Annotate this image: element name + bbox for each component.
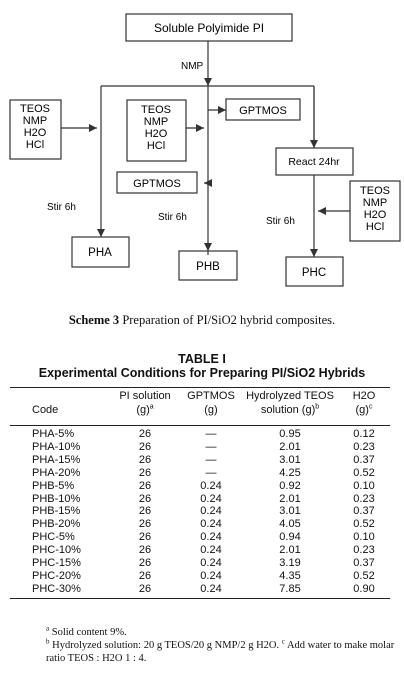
- table-cell: 4.25: [279, 466, 301, 479]
- table-cell: 0.10: [353, 531, 375, 544]
- table-cell: 2.01: [279, 441, 301, 454]
- table-cell: —: [205, 441, 217, 454]
- mid-box-line-1: TEOS: [141, 104, 171, 116]
- table-cell: 0.52: [353, 466, 375, 479]
- table-bottom-rule: [10, 598, 390, 599]
- table-cell: 26: [138, 505, 152, 518]
- header-cell: Hydrolyzed TEOS: [246, 390, 334, 402]
- table-cell: 4.05: [279, 518, 301, 531]
- table-cell: 26: [138, 518, 152, 531]
- table-row: [10, 582, 390, 595]
- header-unit: (g): [355, 404, 369, 416]
- table-cell: 2.01: [279, 492, 301, 505]
- table-cell: PHA-10%: [32, 441, 81, 454]
- scheme-caption-text: Preparation of PI/SiO2 hybrid composites.: [119, 313, 336, 327]
- right-box-line-4: HCl: [365, 221, 385, 233]
- table-cell: 0.24: [200, 479, 222, 492]
- table-row: [10, 441, 390, 454]
- table-cell: 26: [138, 466, 152, 479]
- left-box-line-4: HCl: [25, 139, 45, 151]
- footnote-c-text: Add water to make molar ratio TEOS : H2O 1 : 4.: [46, 640, 395, 664]
- table-cell: PHC-15%: [32, 556, 81, 569]
- header-cell: [10, 389, 110, 403]
- table-cell: 0.90: [353, 582, 375, 595]
- table-cell: PHB-15%: [32, 505, 81, 518]
- table-top-rule: [10, 387, 390, 388]
- table-cell: 0.24: [200, 582, 222, 595]
- header-unit: (g): [136, 404, 150, 416]
- table-cell: 0.52: [353, 569, 375, 582]
- header-cell: [338, 403, 390, 417]
- table-cell: PHB-5%: [32, 479, 75, 492]
- footnote-c-mark: c: [281, 637, 285, 646]
- table-row: [10, 544, 390, 557]
- table-cell: 26: [138, 479, 152, 492]
- table-header-rule: [10, 425, 390, 426]
- header-cell: (g): [204, 404, 218, 416]
- table-row: [10, 518, 390, 531]
- table-cell: 0.23: [353, 441, 375, 454]
- mid-box-line-2: NMP: [143, 116, 169, 128]
- table-row: [10, 569, 390, 582]
- header-cell: [110, 403, 180, 417]
- table-cell: 3.01: [279, 505, 301, 518]
- table-cell: 0.37: [353, 505, 375, 518]
- stir-label-c: Stir 6h: [266, 216, 295, 227]
- mid-box-line-4: HCl: [146, 140, 166, 152]
- table-cell: 7.85: [279, 582, 301, 595]
- footnote-mark-c: c: [368, 403, 373, 411]
- table-label: TABLE I: [178, 352, 226, 366]
- left-box-line-2: NMP: [22, 115, 48, 127]
- table-cell: 26: [138, 556, 152, 569]
- table-cell: 0.37: [353, 454, 375, 467]
- table-footnotes: [46, 626, 396, 665]
- table-cell: 26: [138, 492, 152, 505]
- table-header-row-1: [10, 389, 390, 403]
- table-cell: 0.24: [200, 531, 222, 544]
- table-cell: PHC-5%: [32, 531, 75, 544]
- table-row: [10, 467, 390, 480]
- table-body: [10, 428, 390, 595]
- table-row: [10, 505, 390, 518]
- table-cell: —: [205, 454, 217, 467]
- stir-label-a: Stir 6h: [47, 202, 76, 213]
- table-cell: 0.24: [200, 556, 222, 569]
- header-cell: Code: [32, 404, 59, 416]
- table-cell: 26: [138, 544, 152, 557]
- header-cell: H2O: [352, 390, 376, 402]
- footnote-b-text: Hydrolyzed solution: 20 g TEOS/20 g NMP/2 g H2O.: [52, 640, 280, 651]
- table-cell: —: [205, 466, 217, 479]
- table-cell: PHC-10%: [32, 544, 81, 557]
- table-cell: 4.35: [279, 569, 301, 582]
- table-row: [10, 556, 390, 569]
- mid-box-line-3: H2O: [144, 128, 168, 140]
- table-cell: PHB-20%: [32, 518, 81, 531]
- table-cell: 0.24: [200, 492, 222, 505]
- table-cell: 26: [138, 454, 152, 467]
- table-row: [10, 479, 390, 492]
- table-cell: 0.12: [353, 428, 375, 441]
- table-cell: 0.37: [353, 556, 375, 569]
- table-cell: 0.52: [353, 518, 375, 531]
- table-cell: —: [205, 428, 217, 441]
- table-cell: 0.24: [200, 518, 222, 531]
- table-header-row-2: [10, 403, 390, 417]
- table-cell: 0.24: [200, 569, 222, 582]
- table-row: [10, 531, 390, 544]
- footnote-a: [46, 626, 396, 639]
- header-cell: PI solution: [119, 390, 171, 402]
- table-cell: PHB-10%: [32, 492, 81, 505]
- table-cell: 26: [138, 569, 152, 582]
- header-cell: [242, 403, 338, 417]
- table-cell: PHC-20%: [32, 569, 81, 582]
- table-cell: 2.01: [279, 544, 301, 557]
- top-box-label: Soluble Polyimide PI: [153, 21, 265, 35]
- table-cell: 0.10: [353, 479, 375, 492]
- left-box-line-1: TEOS: [20, 103, 50, 115]
- mid-gptmos-label: GPTMOS: [133, 178, 181, 190]
- table-cell: PHC-30%: [32, 582, 81, 595]
- table-row: [10, 428, 390, 441]
- nmp-label: NMP: [181, 61, 204, 72]
- table-cell: PHA-20%: [32, 466, 81, 479]
- table-cell: 26: [138, 441, 152, 454]
- react-label: React 24hr: [288, 156, 340, 168]
- left-box-line-3: H2O: [23, 127, 47, 139]
- footnote-mark-b: b: [315, 403, 320, 411]
- stir-label-b: Stir 6h: [158, 212, 187, 223]
- table-cell: 3.01: [279, 454, 301, 467]
- right-gptmos-label: GPTMOS: [239, 105, 287, 117]
- table-header: [10, 389, 390, 417]
- table-cell: 26: [138, 428, 152, 441]
- product-label-phc: PHC: [301, 267, 327, 279]
- table-title: Experimental Conditions for Preparing PI/SiO2 Hybrids: [38, 366, 366, 380]
- table-cell: 0.23: [353, 492, 375, 505]
- preparation-scheme-diagram: [0, 0, 404, 300]
- table-cell: 26: [138, 531, 152, 544]
- table-row: [10, 492, 390, 505]
- table-cell: PHA-15%: [32, 454, 81, 467]
- right-box-line-3: H2O: [363, 209, 387, 221]
- table-cell: 26: [138, 582, 152, 595]
- table-cell: 0.23: [353, 544, 375, 557]
- product-label-phb: PHB: [196, 261, 220, 273]
- table-cell: 0.92: [279, 479, 301, 492]
- scheme-caption: [0, 313, 404, 328]
- table-cell: 0.24: [200, 505, 222, 518]
- header-cell: GPTMOS: [187, 390, 235, 402]
- table-cell: PHA-5%: [32, 428, 75, 441]
- right-box-line-1: TEOS: [360, 185, 390, 197]
- footnote-mark-a: a: [149, 403, 154, 411]
- right-box-line-2: NMP: [362, 197, 388, 209]
- table-cell: 3.19: [279, 556, 301, 569]
- header-unit: solution (g): [260, 404, 316, 416]
- table-cell: 0.24: [200, 544, 222, 557]
- table-row: [10, 454, 390, 467]
- footnote-b-mark: b: [46, 637, 50, 646]
- table-cell: 0.94: [279, 531, 301, 544]
- table-cell: 0.95: [279, 428, 301, 441]
- table-title-block: [0, 352, 404, 380]
- scheme-caption-label: Scheme 3: [68, 313, 120, 327]
- footnote-a-mark: a: [46, 624, 50, 633]
- footnote-a-text: Solid content 9%.: [51, 627, 127, 638]
- product-label-pha: PHA: [88, 247, 112, 259]
- footnote-b: [46, 639, 396, 665]
